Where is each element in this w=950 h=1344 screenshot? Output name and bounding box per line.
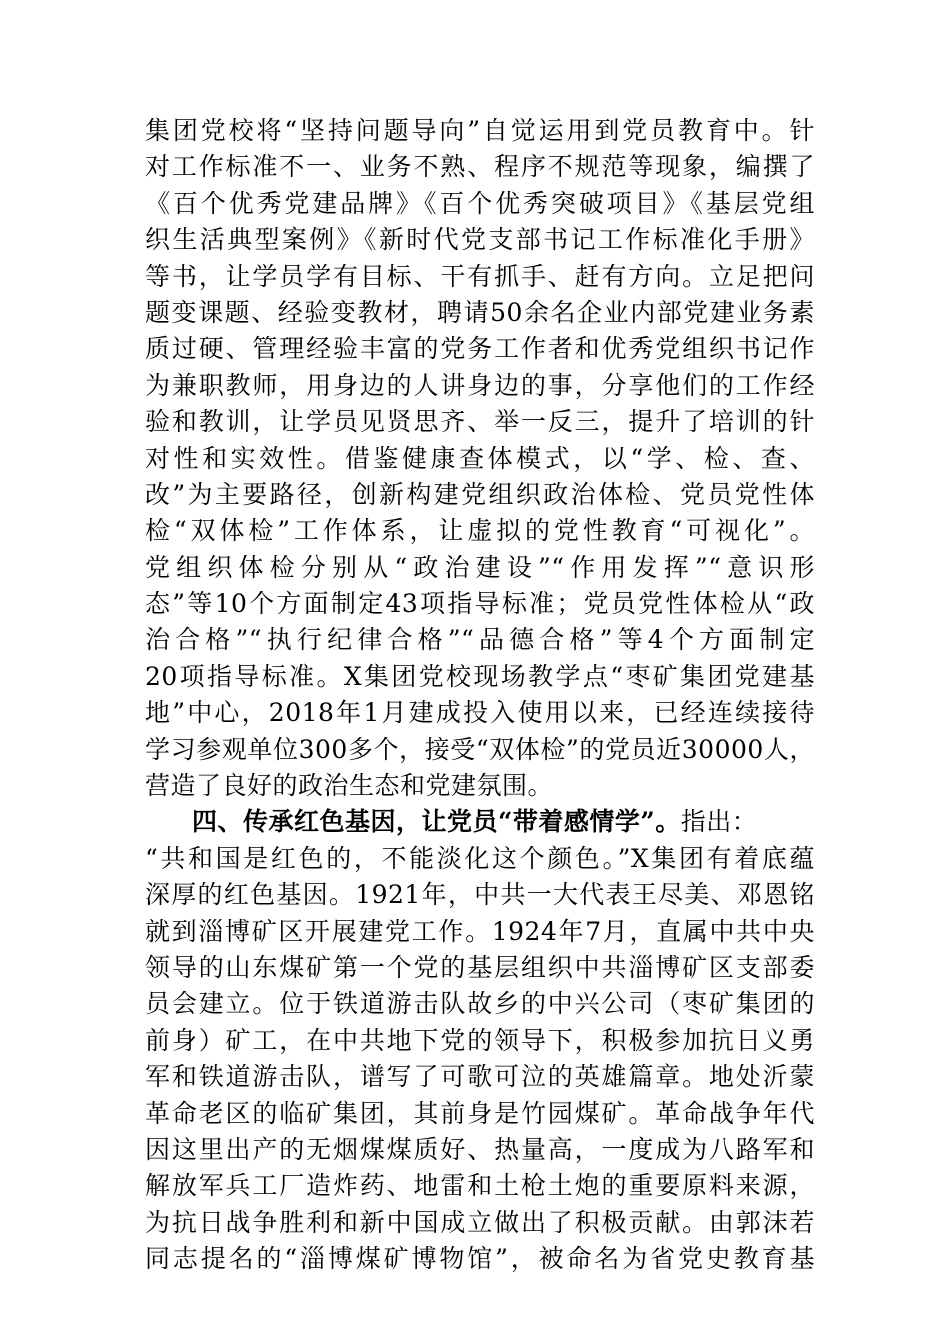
text-line: 集团党校将“坚持问题导向”自觉运用到党员教育中。针 xyxy=(145,116,815,145)
text-line: 对工作标准不一、业务不熟、程序不规范等现象，编撰了 xyxy=(145,152,815,182)
text-line: 地”中心，2018年1月建成投入使用以来，已经连续接待 xyxy=(145,698,815,728)
text-line: 解放军兵工厂造炸药、地雷和土枪土炮的重要原料来源， xyxy=(145,1171,815,1201)
text-line: “共和国是红色的，不能淡化这个颜色。”X集团有着底蕴 xyxy=(145,843,815,873)
text-line: 态”等10个方面制定43项指导标准；党员党性体检从“政 xyxy=(145,589,815,619)
text-line: 对性和实效性。借鉴健康查体模式，以“学、检、查、 xyxy=(145,443,815,473)
section-heading: 四、传承红色基因，让党员“带着感情学”。 xyxy=(192,807,681,837)
text-line: 织生活典型案例》《新时代党支部书记工作标准化手册》 xyxy=(145,225,815,255)
text-line: 学习参观单位300多个，接受“双体检”的党员近30000人， xyxy=(145,734,815,764)
text-line: 营造了良好的政治生态和党建氛围。 xyxy=(145,771,554,801)
text-line: 党组织体检分别从“政治建设”“作用发挥”“意识形 xyxy=(145,552,815,582)
text-line: 就到淄博矿区开展建党工作。1924年7月，直属中共中央 xyxy=(145,916,815,946)
text-line: 检“双体检”工作体系，让虚拟的党性教育“可视化”。 xyxy=(145,516,815,546)
text-line: 同志提名的“淄博煤矿博物馆”，被命名为省党史教育基 xyxy=(145,1244,815,1274)
text-line: 前身）矿工，在中共地下党的领导下，积极参加抗日义勇 xyxy=(145,1025,815,1055)
text-fragment: 指出： xyxy=(680,807,758,837)
text-line: 《百个优秀党建品牌》《百个优秀突破项目》《基层党组 xyxy=(145,188,815,218)
text-line: 革命老区的临矿集团，其前身是竹园煤矿。革命战争年代 xyxy=(145,1098,815,1128)
paragraph-first-line xyxy=(145,804,815,840)
text-line: 因这里出产的无烟煤煤质好、热量高，一度成为八路军和 xyxy=(145,1134,815,1164)
body-text xyxy=(145,113,815,1278)
text-line: 为兼职教师，用身边的人讲身边的事，分享他们的工作经 xyxy=(145,370,815,400)
paragraph-red-gene xyxy=(145,804,815,1277)
text-line: 员会建立。位于铁道游击队故乡的中兴公司（枣矿集团的 xyxy=(145,989,815,1019)
text-line: 治合格”“执行纪律合格”“品德合格”等4个方面制定 xyxy=(145,625,815,655)
paragraph-party-education xyxy=(145,113,815,804)
text-line: 质过硬、管理经验丰富的党务工作者和优秀党组织书记作 xyxy=(145,334,815,364)
text-line: 改”为主要路径，创新构建党组织政治体检、党员党性体 xyxy=(145,479,815,509)
text-line: 领导的山东煤矿第一个党的基层组织中共淄博矿区支部委 xyxy=(145,952,815,982)
text-line: 深厚的红色基因。1921年，中共一大代表王尽美、邓恩铭 xyxy=(145,880,815,910)
text-line: 为抗日战争胜利和新中国成立做出了积极贡献。由郭沫若 xyxy=(145,1207,815,1237)
text-line: 验和教训，让学员见贤思齐、举一反三，提升了培训的针 xyxy=(145,407,815,437)
text-line: 等书，让学员学有目标、干有抓手、赶有方向。立足把问 xyxy=(145,261,815,291)
text-line: 军和铁道游击队，谱写了可歌可泣的英雄篇章。地处沂蒙 xyxy=(145,1062,815,1092)
text-line: 题变课题、经验变教材，聘请50余名企业内部党建业务素 xyxy=(145,297,815,327)
text-line: 20项指导标准。X集团党校现场教学点“枣矿集团党建基 xyxy=(145,661,815,691)
